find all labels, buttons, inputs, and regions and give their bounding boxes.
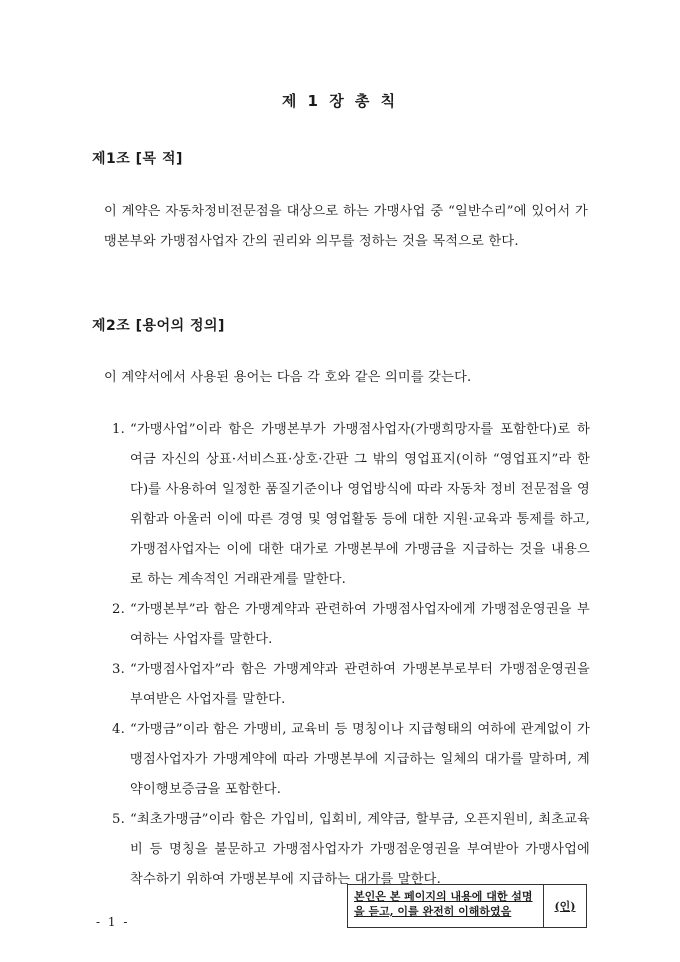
definition-item-2: 2. “가맹본부”라 함은 가맹계약과 관련하여 가맹점사업자에게 가맹점운영권을 부여하는 사업자를 말한다. xyxy=(112,602,590,647)
confirmation-box xyxy=(347,884,587,928)
definition-item-3: 3. “가맹점사업자”라 함은 가맹계약과 관련하여 가맹본부로부터 가맹점운영권을 부여받은 사업자를 말한다. xyxy=(112,662,590,707)
definition-item-1: 1. “가맹사업”이라 함은 가맹본부가 가맹점사업자(가맹희망자를 포함한다)로 하여금 자신의 상표·서비스표·상호·간판 그 밖의 영업표지(이하 “영업표지”라 한다)를 사용하여 일정한 품질기준이나 영업방식에 따라 자동차 정비 전문점을 영위함과 아울러 이에 따른 경영 및 영업활동 등에 대한 지원·교육과 통제를 하고, 가맹점사업자는 이에 대한 대가로 가맹본부에 가맹금을 지급하는 것을 내용으로 하는 계속적인 거래관계를 말한다. xyxy=(112,422,590,587)
page-number: - 1 - xyxy=(96,915,130,929)
article-2-intro: 이 계약서에서 사용된 용어는 다음 각 호와 같은 의미를 갖는다. xyxy=(104,370,472,385)
article-1-body: 이 계약은 자동차정비전문점을 대상으로 하는 가맹사업 중 “일반수리”에 있어서 가맹본부와 가맹점사업자 간의 권리와 의무를 정하는 것을 목적으로 한다. xyxy=(104,204,588,249)
seal-field: (인) xyxy=(554,900,576,913)
chapter-title: 제 1 장 총 칙 xyxy=(281,92,399,110)
definition-item-5: 5. “최초가맹금”이라 함은 가입비, 입회비, 계약금, 할부금, 오픈지원비, 최초교육비 등 명칭을 불문하고 가맹점사업자가 가맹점운영권을 부여받아 가맹사업에 착수하기 위하여 가맹본부에 지급하는 대가를 말한다. xyxy=(112,812,590,887)
definition-item-4: 4. “가맹금”이라 함은 가맹비, 교육비 등 명칭이나 지급형태의 여하에 관계없이 가맹점사업자가 가맹계약에 따라 가맹본부에 지급하는 일체의 대가를 말하며, 계약이행보증금을 포함한다. xyxy=(112,722,590,797)
definition-list xyxy=(100,415,590,895)
article-2-title: 제2조 [용어의 정의] xyxy=(92,318,225,334)
article-1-title: 제1조 [목 적] xyxy=(92,151,183,167)
confirmation-text: 본인은 본 페이지의 내용에 대한 설명을 듣고, 이를 완전히 이해하였음 xyxy=(348,885,544,927)
